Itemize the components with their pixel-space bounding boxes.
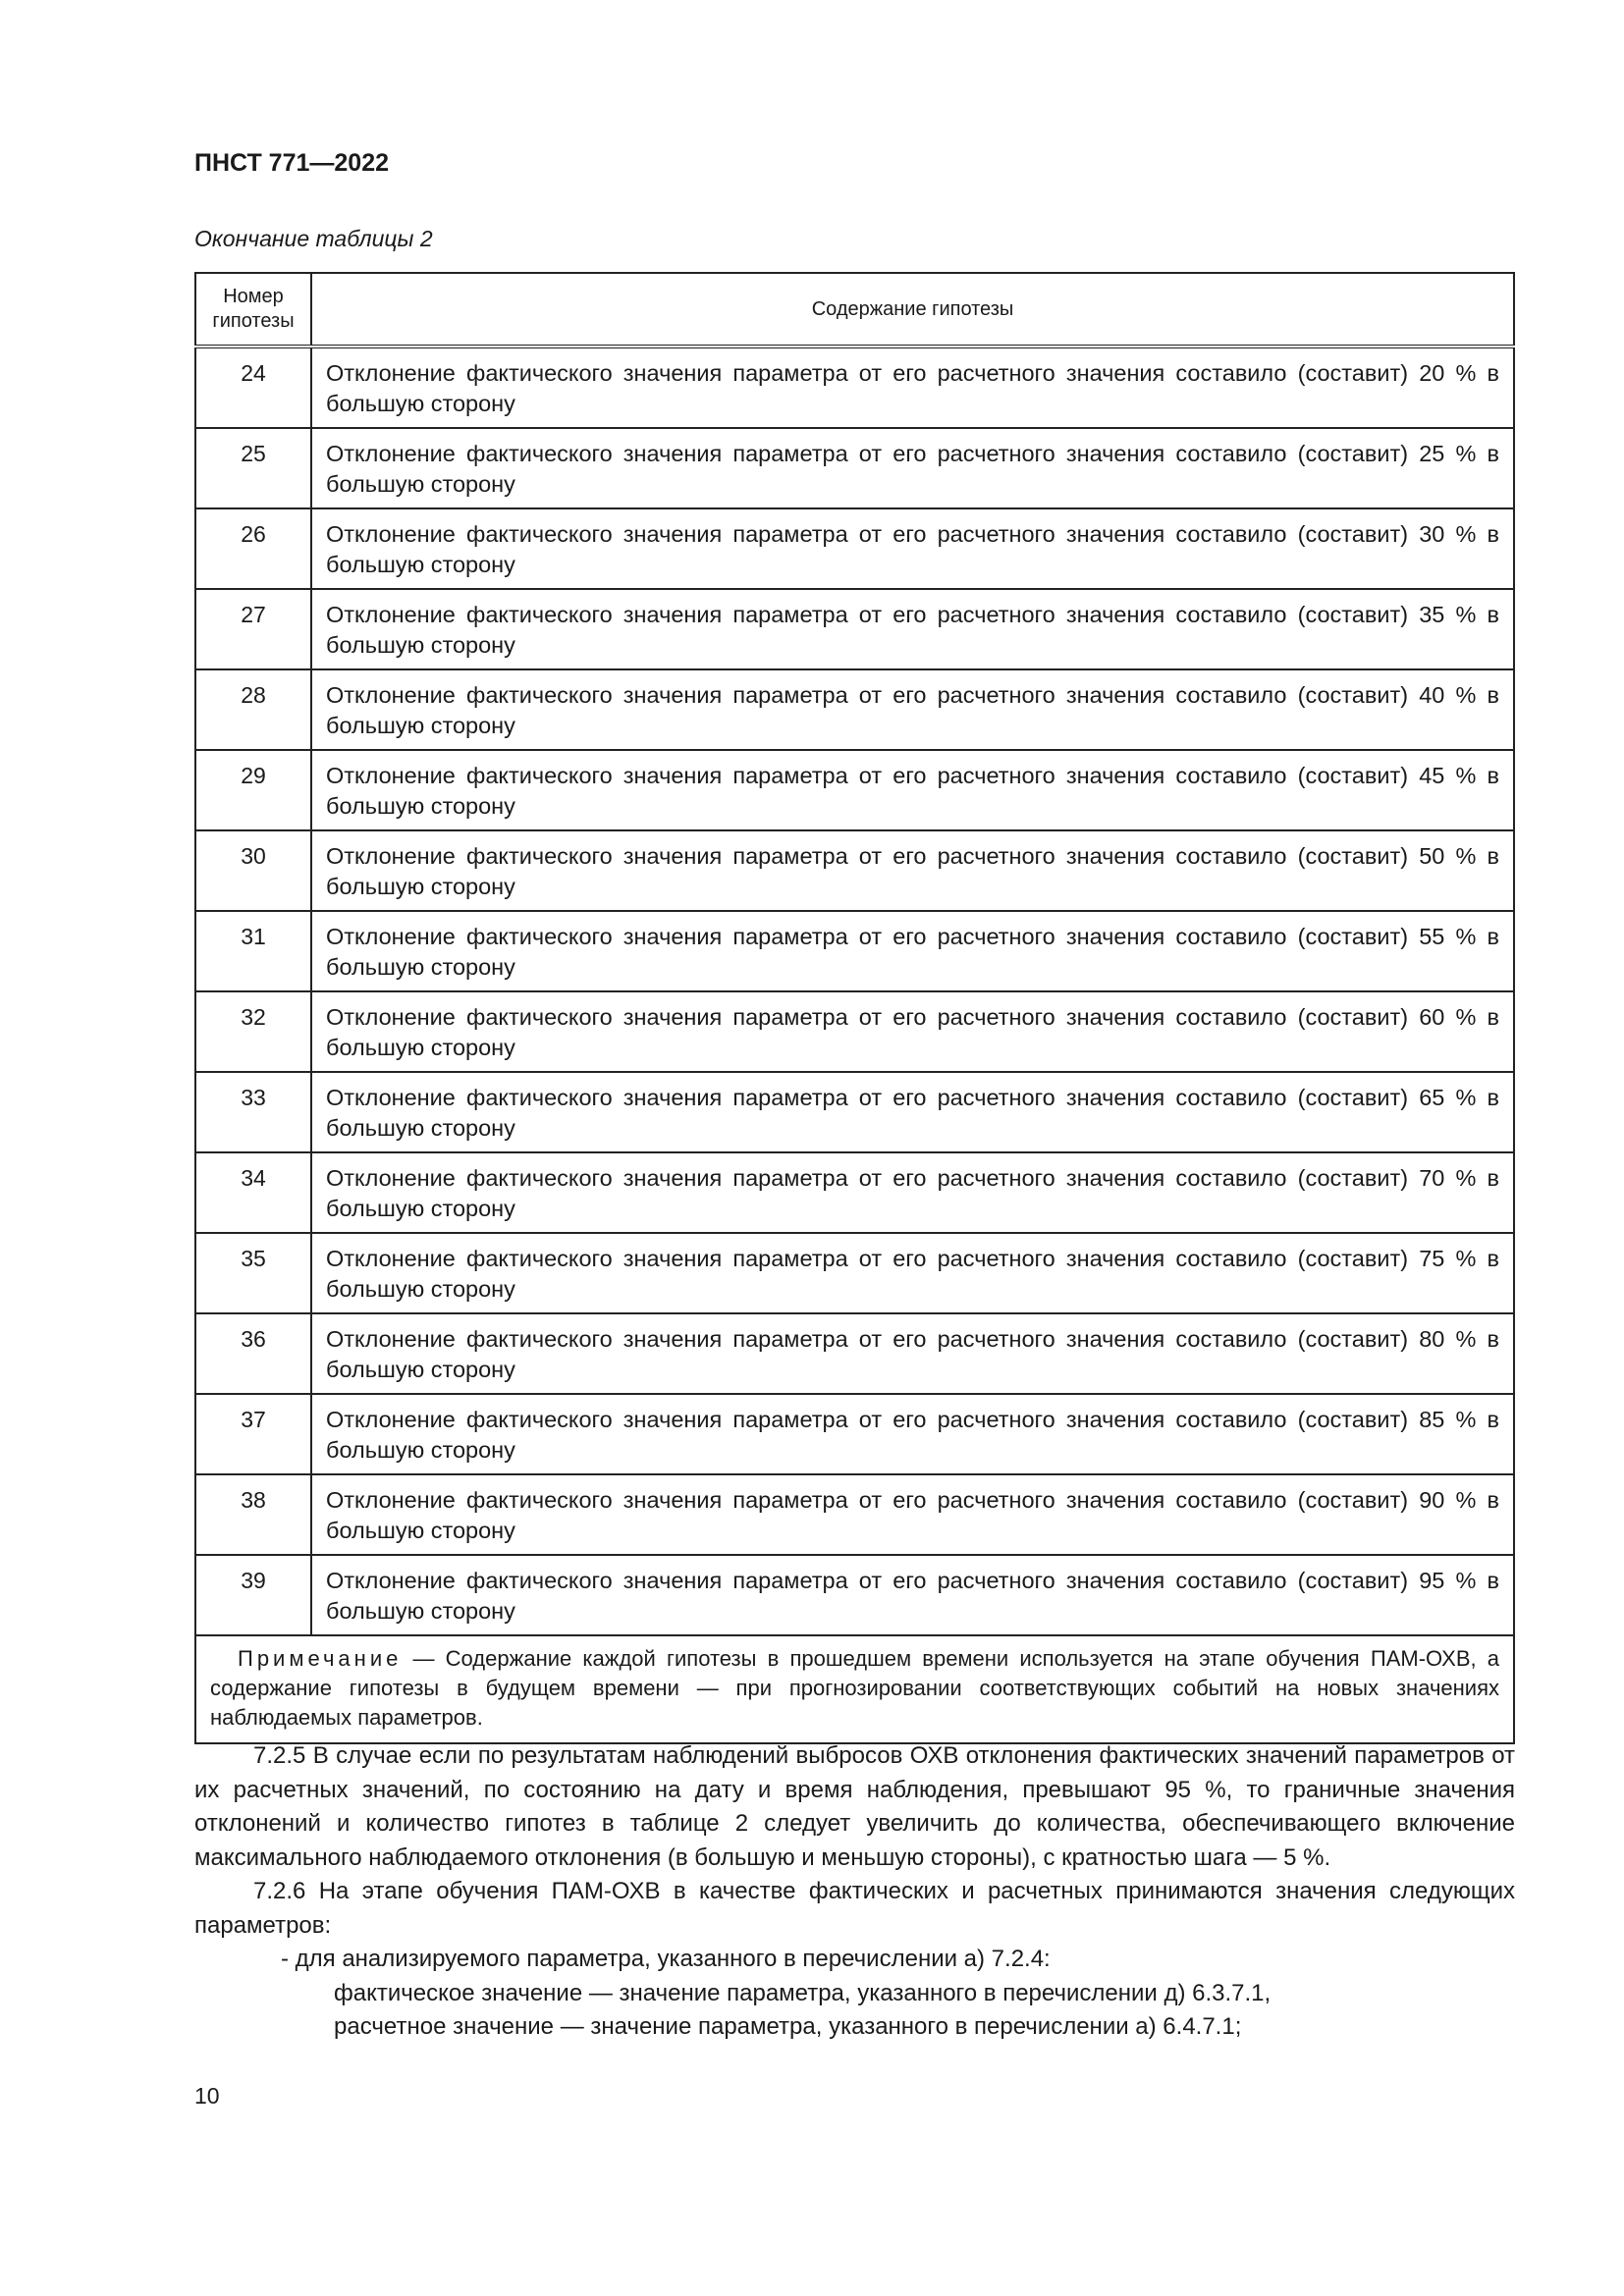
table-row (195, 1072, 1514, 1152)
table-row (195, 991, 1514, 1072)
hypothesis-number: 35 (195, 1233, 311, 1313)
table-row (195, 669, 1514, 750)
hypothesis-content: Отклонение фактического значения параметра от его расчетного значения составило (составит) 90 % в большую сторону (311, 1474, 1514, 1555)
hypothesis-number: 37 (195, 1394, 311, 1474)
table-row (195, 750, 1514, 830)
hypothesis-number: 32 (195, 991, 311, 1072)
table-caption: Окончание таблицы 2 (194, 226, 433, 251)
list-item: - для анализируемого параметра, указанного в перечислении а) 7.2.4: (281, 1946, 1051, 1972)
table-row (195, 428, 1514, 508)
hypothesis-content: Отклонение фактического значения параметра от его расчетного значения составило (составит) 85 % в большую сторону (311, 1394, 1514, 1474)
hypotheses-table (194, 272, 1515, 1744)
sub-item-calculated: расчетное значение — значение параметра, указанного в перечислении а) 6.4.7.1; (334, 2013, 1242, 2040)
table-row (195, 589, 1514, 669)
hypothesis-content: Отклонение фактического значения параметра от его расчетного значения составило (составит) 20 % в большую сторону (311, 347, 1514, 428)
table-note (195, 1635, 1514, 1743)
hypothesis-content: Отклонение фактического значения параметра от его расчетного значения составило (составит) 65 % в большую сторону (311, 1072, 1514, 1152)
note-text: — Содержание каждой гипотезы в прошедшем времени используется на этапе обучения ПАМ-ОХВ, а содержание гипотезы в будущем времени — при прогнозировании соответствующих событий на новых значениях наблюдаемых параметров. (210, 1646, 1499, 1730)
page-number: 10 (194, 2083, 220, 2109)
hypothesis-content: Отклонение фактического значения параметра от его расчетного значения составило (составит) 45 % в большую сторону (311, 750, 1514, 830)
hypothesis-content: Отклонение фактического значения параметра от его расчетного значения составило (составит) 95 % в большую сторону (311, 1555, 1514, 1635)
paragraph-7-2-5: 7.2.5 В случае если по результатам наблюдений выбросов ОХВ отклонения фактических значений параметров от их расчетных значений, по состоянию на дату и время наблюдения, превышают 95 %, то граничные значения отклонений и количество гипотез в таблице 2 следует увеличить до количества, обеспечивающего включение максимального наблюдаемого отклонения (в большую и меньшую стороны), с кратностью шага — 5 %. (194, 1742, 1515, 1871)
table-row (195, 347, 1514, 428)
hypothesis-content: Отклонение фактического значения параметра от его расчетного значения составило (составит) 35 % в большую сторону (311, 589, 1514, 669)
hypothesis-number: 36 (195, 1313, 311, 1394)
hypothesis-number: 34 (195, 1152, 311, 1233)
hypothesis-content: Отклонение фактического значения параметра от его расчетного значения составило (составит) 30 % в большую сторону (311, 508, 1514, 589)
sub-item-actual: фактическое значение — значение параметра, указанного в перечислении д) 6.3.7.1, (334, 1979, 1272, 2006)
table-note-row (195, 1635, 1514, 1743)
hypothesis-content: Отклонение фактического значения параметра от его расчетного значения составило (составит) 70 % в большую сторону (311, 1152, 1514, 1233)
hypothesis-number: 26 (195, 508, 311, 589)
table-row (195, 911, 1514, 991)
table-header-row (195, 273, 1514, 347)
note-label: Примечание (238, 1646, 403, 1671)
hypothesis-content: Отклонение фактического значения параметра от его расчетного значения составило (составит) 40 % в большую сторону (311, 669, 1514, 750)
column-header-content: Содержание гипотезы (311, 273, 1514, 347)
hypothesis-number: 38 (195, 1474, 311, 1555)
paragraph-7-2-6: 7.2.6 На этапе обучения ПАМ-ОХВ в качестве фактических и расчетных принимаются значения следующих параметров: (194, 1878, 1515, 1939)
table-row (195, 1394, 1514, 1474)
document-code: ПНСТ 771—2022 (194, 149, 389, 177)
table-row (195, 1474, 1514, 1555)
column-header-number: Номер гипотезы (195, 273, 311, 347)
hypothesis-number: 39 (195, 1555, 311, 1635)
hypothesis-content: Отклонение фактического значения параметра от его расчетного значения составило (составит) 75 % в большую сторону (311, 1233, 1514, 1313)
hypothesis-content: Отклонение фактического значения параметра от его расчетного значения составило (составит) 80 % в большую сторону (311, 1313, 1514, 1394)
body-text (194, 1739, 1515, 2045)
hypothesis-number: 25 (195, 428, 311, 508)
hypothesis-number: 31 (195, 911, 311, 991)
table-row (195, 1233, 1514, 1313)
hypothesis-number: 33 (195, 1072, 311, 1152)
hypothesis-number: 28 (195, 669, 311, 750)
table-row (195, 1555, 1514, 1635)
hypothesis-content: Отклонение фактического значения параметра от его расчетного значения составило (составит) 60 % в большую сторону (311, 991, 1514, 1072)
hypothesis-number: 29 (195, 750, 311, 830)
hypothesis-content: Отклонение фактического значения параметра от его расчетного значения составило (составит) 55 % в большую сторону (311, 911, 1514, 991)
hypothesis-number: 30 (195, 830, 311, 911)
hypothesis-content: Отклонение фактического значения параметра от его расчетного значения составило (составит) 25 % в большую сторону (311, 428, 1514, 508)
table-row (195, 1152, 1514, 1233)
table-row (195, 830, 1514, 911)
hypothesis-number: 27 (195, 589, 311, 669)
hypothesis-number: 24 (195, 347, 311, 428)
table-row (195, 508, 1514, 589)
table-row (195, 1313, 1514, 1394)
hypothesis-content: Отклонение фактического значения параметра от его расчетного значения составило (составит) 50 % в большую сторону (311, 830, 1514, 911)
